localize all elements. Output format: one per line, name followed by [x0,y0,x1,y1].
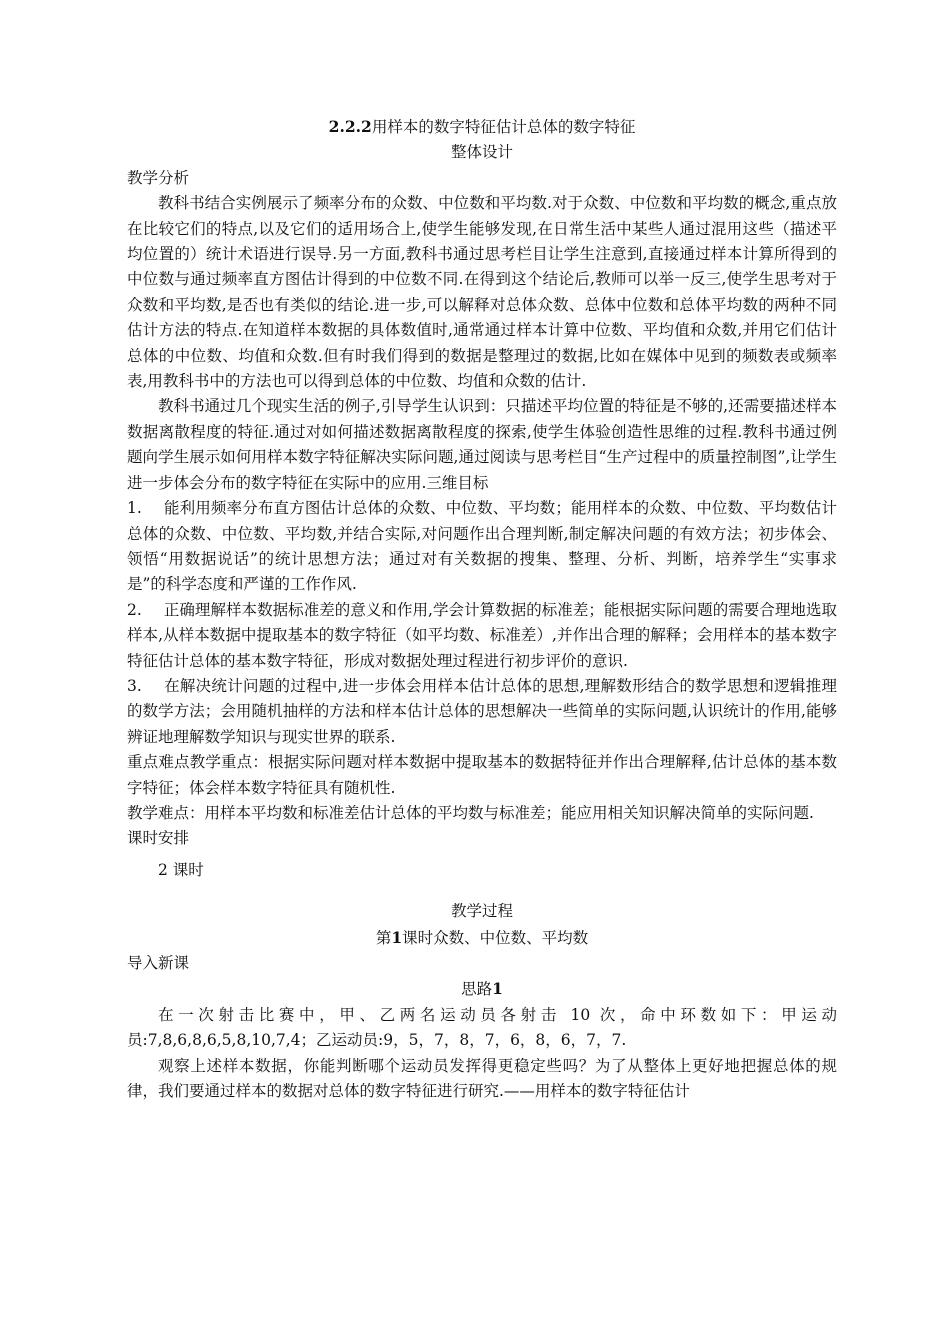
key-points: 重点难点教学重点：根据实际问题对样本数据中提取基本的数据特征并作出合理解释,估计总体的基本数字特征；体会样本数字特征具有随机性. [127,753,837,797]
idea-heading [127,976,837,1002]
objective-number: 1. [127,499,142,518]
lesson-number: 1 [391,927,403,947]
idea-label: 思路 [461,980,493,999]
document-page [127,114,837,1104]
title-text: 用样本的数字特征估计总体的数字特征 [371,118,636,136]
paragraph-observation: 观察上述样本数据，你能判断哪个运动员发挥得更稳定些吗？为了从整体上更好地把握总体的规律，我们要通过样本的数据对总体的数字特征进行研究.——用样本的数字特征估计 [127,1056,837,1101]
paragraph-shooting-data: 在一次射击比赛中，甲、乙两名运动员各射击 10 次，命中环数如下：甲运动员:7,8,6,8,6,5,8,10,7,4；乙运动员:9，5，7，8，7，6，8，6，7，7. [127,1005,837,1050]
heading-intro: 导入新课 [127,954,190,972]
objective-item-2 [127,598,837,674]
objective-text: 在解决统计问题的过程中,进一步体会用样本估计总体的思想,理解数形结合的数学思想和逻辑推理的数学方法；会用随机抽样的方法和样本估计总体的思想解决一些简单的实际问题,认识统计的作用,能够辨证地理解数学知识与现实世界的联系. [127,676,837,746]
lesson-prefix: 第 [375,928,392,947]
lesson-title-text: 课时众数、中位数、平均数 [402,928,589,947]
lesson-title [127,925,837,951]
paragraph-analysis-1: 教科书结合实例展示了频率分布的众数、中位数和平均数.对于众数、中位数和平均数的概念,重点放在比较它们的特点,以及它们的适用场合上,使学生能够发现,在日常生活中某些人通过混用这些（描述平均位置的）统计术语进行误导.另一方面,教科书通过思考栏目让学生注意到,直接通过样本计算所得到的中位数与通过频率直方图估计得到的中位数不同.在得到这个结论后,教师可以举一反三,使学生思考对于众数和平均数,是否也有类似的结论.进一步,可以解释对总体众数、总体中位数和总体平均数的两种不同估计方法的特点.在知道样本数据的具体数值时,通常通过样本计算中位数、平均值和众数,并用它们估计总体的中位数、均值和众数.但有时我们得到的数据是整理过的数据,比如在媒体中见到的频数表或频率表,用教科书中的方法也可以得到总体的中位数、均值和众数的估计. [127,194,837,391]
heading-teaching-analysis: 教学分析 [127,168,190,187]
idea-number: 1 [492,979,503,999]
heading-teaching-process: 教学过程 [450,902,513,921]
objective-text: 能利用频率分布直方图估计总体的众数、中位数、平均数；能用样本的众数、中位数、平均数估计总体的众数、中位数、平均数,并结合实际,对问题作出合理判断,制定解决问题的有效方法；初步体会、领悟“用数据说话”的统计思想方法；通过对有关数据的搜集、整理、分析、判断，培养学生“实事求是”的科学态度和严谨的工作作风. [127,499,837,594]
document-subtitle: 整体设计 [450,143,513,162]
objective-number: 3. [127,676,142,695]
objective-item-1 [127,496,837,598]
objective-item-3 [127,674,837,750]
heading-schedule: 课时安排 [127,829,190,848]
title-section-number: 2.2.2 [328,117,372,136]
difficult-points: 教学难点：用样本平均数和标准差估计总体的平均数与标准差；能应用相关知识解决简单的实际问题. [127,803,814,822]
schedule-value: 2 课时 [158,860,204,879]
document-title [127,114,837,140]
objective-number: 2. [127,600,142,619]
paragraph-analysis-2: 教科书通过几个现实生活的例子,引导学生认识到：只描述平均位置的特征是不够的,还需要描述样本数据离散程度的特征.通过对如何描述数据离散程度的探索,使学生体验创造性思维的过程.教科书通过例题向学生展示如何用样本数字特征解决实际问题,通过阅读与思考栏目“生产过程中的质量控制图”,让学生进一步体会分布的数字特征在实际中的应用.三维目标 [127,397,837,492]
objective-text: 正确理解样本数据标准差的意义和作用,学会计算数据的标准差；能根据实际问题的需要合理地选取样本,从样本数据中提取基本的数字特征（如平均数、标准差）,并作出合理的解释；会用样本的基本数字特征估计总体的基本数字特征，形成对数据处理过程进行初步评价的意识. [127,600,837,670]
